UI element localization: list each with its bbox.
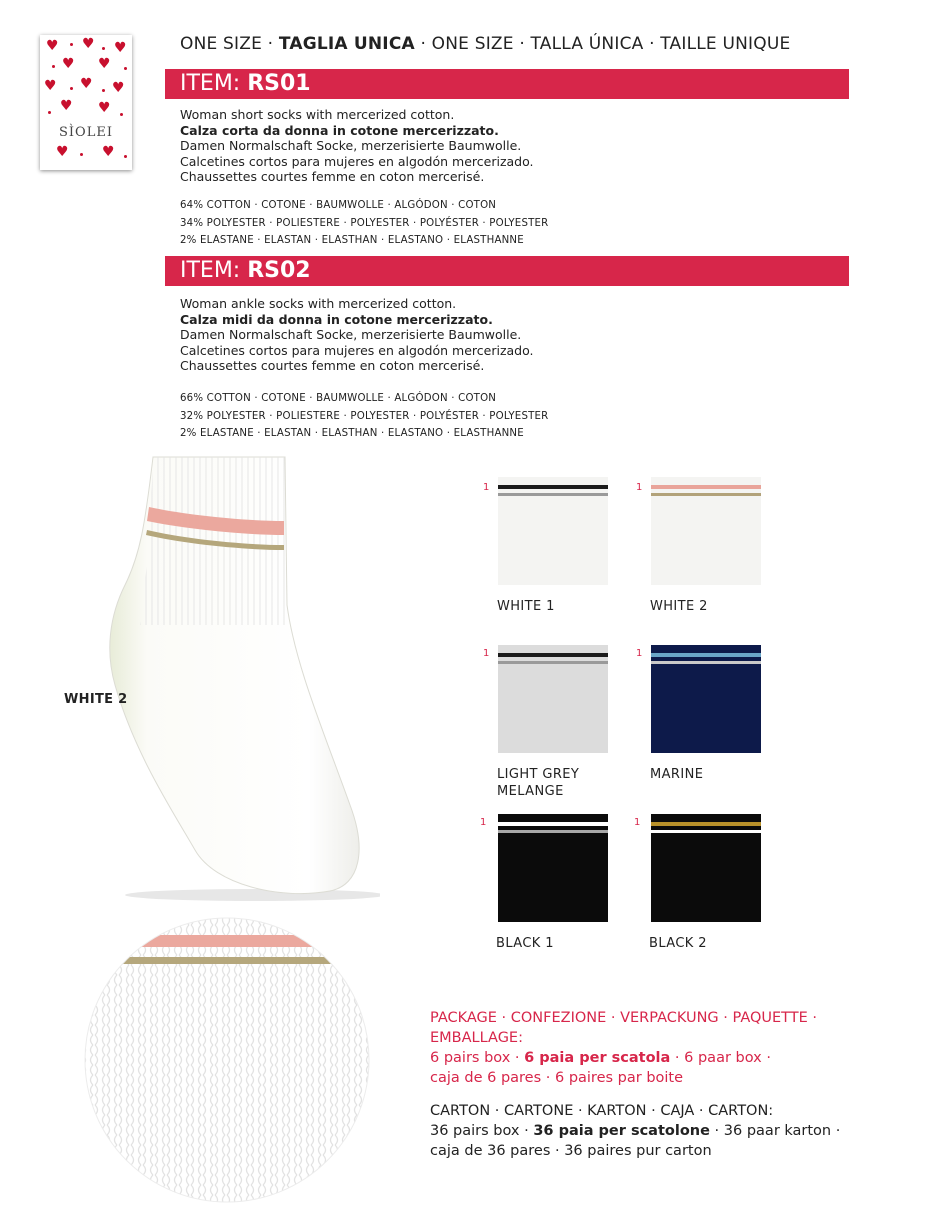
item-rs01-description: Woman short socks with mercerized cotton. Calza corta da donna in cotone mercerizzato. Damen Normalschaft Socke, merzerisierte Baumwolle. Calcetines cortos para mujeres en algodón mercerizado. Chaussettes courtes femme en coton mercerisé.: [180, 107, 534, 184]
brand-logo: SÌOLEI: [59, 125, 113, 140]
variant-number: 1: [634, 817, 641, 828]
color-name: WHITE 2: [650, 599, 708, 614]
size-line: ONE SIZE · TAGLIA UNICA · ONE SIZE · TALLA ÚNICA · TAILLE UNIQUE: [180, 34, 791, 54]
swatch-white-1: [498, 477, 608, 585]
heart-icon: ♥: [114, 40, 127, 56]
heart-icon: ♥: [80, 76, 93, 92]
color-name: BLACK 1: [496, 936, 554, 951]
color-name: BLACK 2: [649, 936, 707, 951]
swatch-marine: [651, 645, 761, 753]
item-rs02-header: ITEM: RS02: [165, 256, 849, 286]
variant-number: 1: [636, 648, 643, 659]
heart-icon: ♥: [62, 56, 75, 72]
heart-icon: ♥: [102, 144, 115, 160]
item-rs01-header: ITEM: RS01: [165, 69, 849, 99]
heart-icon: ♥: [60, 98, 73, 114]
swatch-white-2: [651, 477, 761, 585]
main-photo-label: WHITE 2: [64, 692, 128, 707]
package-thumbnail: [40, 35, 132, 170]
variant-number: 1: [480, 817, 487, 828]
swatch-black-1: [498, 814, 608, 922]
heart-icon: ♥: [56, 144, 69, 160]
package-info: PACKAGE · CONFEZIONE · VERPACKUNG · PAQUETTE · EMBALLAGE: 6 pairs box · 6 paia per scatola · 6 paar box · caja de 6 pares · 6 paires par boite: [430, 1010, 818, 1086]
carton-info: CARTON · CARTONE · KARTON · CAJA · CARTON: 36 pairs box · 36 paia per scatolone · 36 paar karton · caja de 36 pares · 36 paires pur carton: [430, 1103, 841, 1159]
heart-icon: ♥: [82, 36, 95, 52]
heart-icon: ♥: [44, 78, 57, 94]
heart-icon: ♥: [98, 100, 111, 116]
sock-photo: [95, 455, 380, 915]
heart-icon: ♥: [98, 56, 111, 72]
color-name: MARINE: [650, 767, 704, 782]
item-rs02-description: Woman ankle socks with mercerized cotton. Calza midi da donna in cotone mercerizzato. Damen Normalschaft Socke, merzerisierte Baumwolle. Calcetines cortos para mujeres en algodón mercerizado. Chaussettes courtes femme en coton mercerisé.: [180, 296, 534, 373]
swatch-black-2: [651, 814, 761, 922]
heart-icon: ♥: [46, 38, 59, 54]
heart-icon: ♥: [112, 80, 125, 96]
item-rs02-composition: 66% COTTON · COTONE · BAUMWOLLE · ALGÓDON · COTON 32% POLYESTER · POLIESTERE · POLYESTER · POLYÉSTER · POLYESTER 2% ELASTANE · ELASTAN · ELASTHAN · ELASTANO · ELASTHANNE: [180, 393, 549, 439]
fabric-zoom: [82, 915, 372, 1205]
color-name: WHITE 1: [497, 599, 555, 614]
color-name: LIGHT GREY MELANGE: [497, 767, 580, 799]
variant-number: 1: [483, 648, 490, 659]
variant-number: 1: [636, 482, 643, 493]
swatch-light-grey-melange: [498, 645, 608, 753]
variant-number: 1: [483, 482, 490, 493]
item-rs01-composition: 64% COTTON · COTONE · BAUMWOLLE · ALGÓDON · COTON 34% POLYESTER · POLIESTERE · POLYESTER · POLYÉSTER · POLYESTER 2% ELASTANE · ELASTAN · ELASTHAN · ELASTANO · ELASTHANNE: [180, 200, 549, 246]
